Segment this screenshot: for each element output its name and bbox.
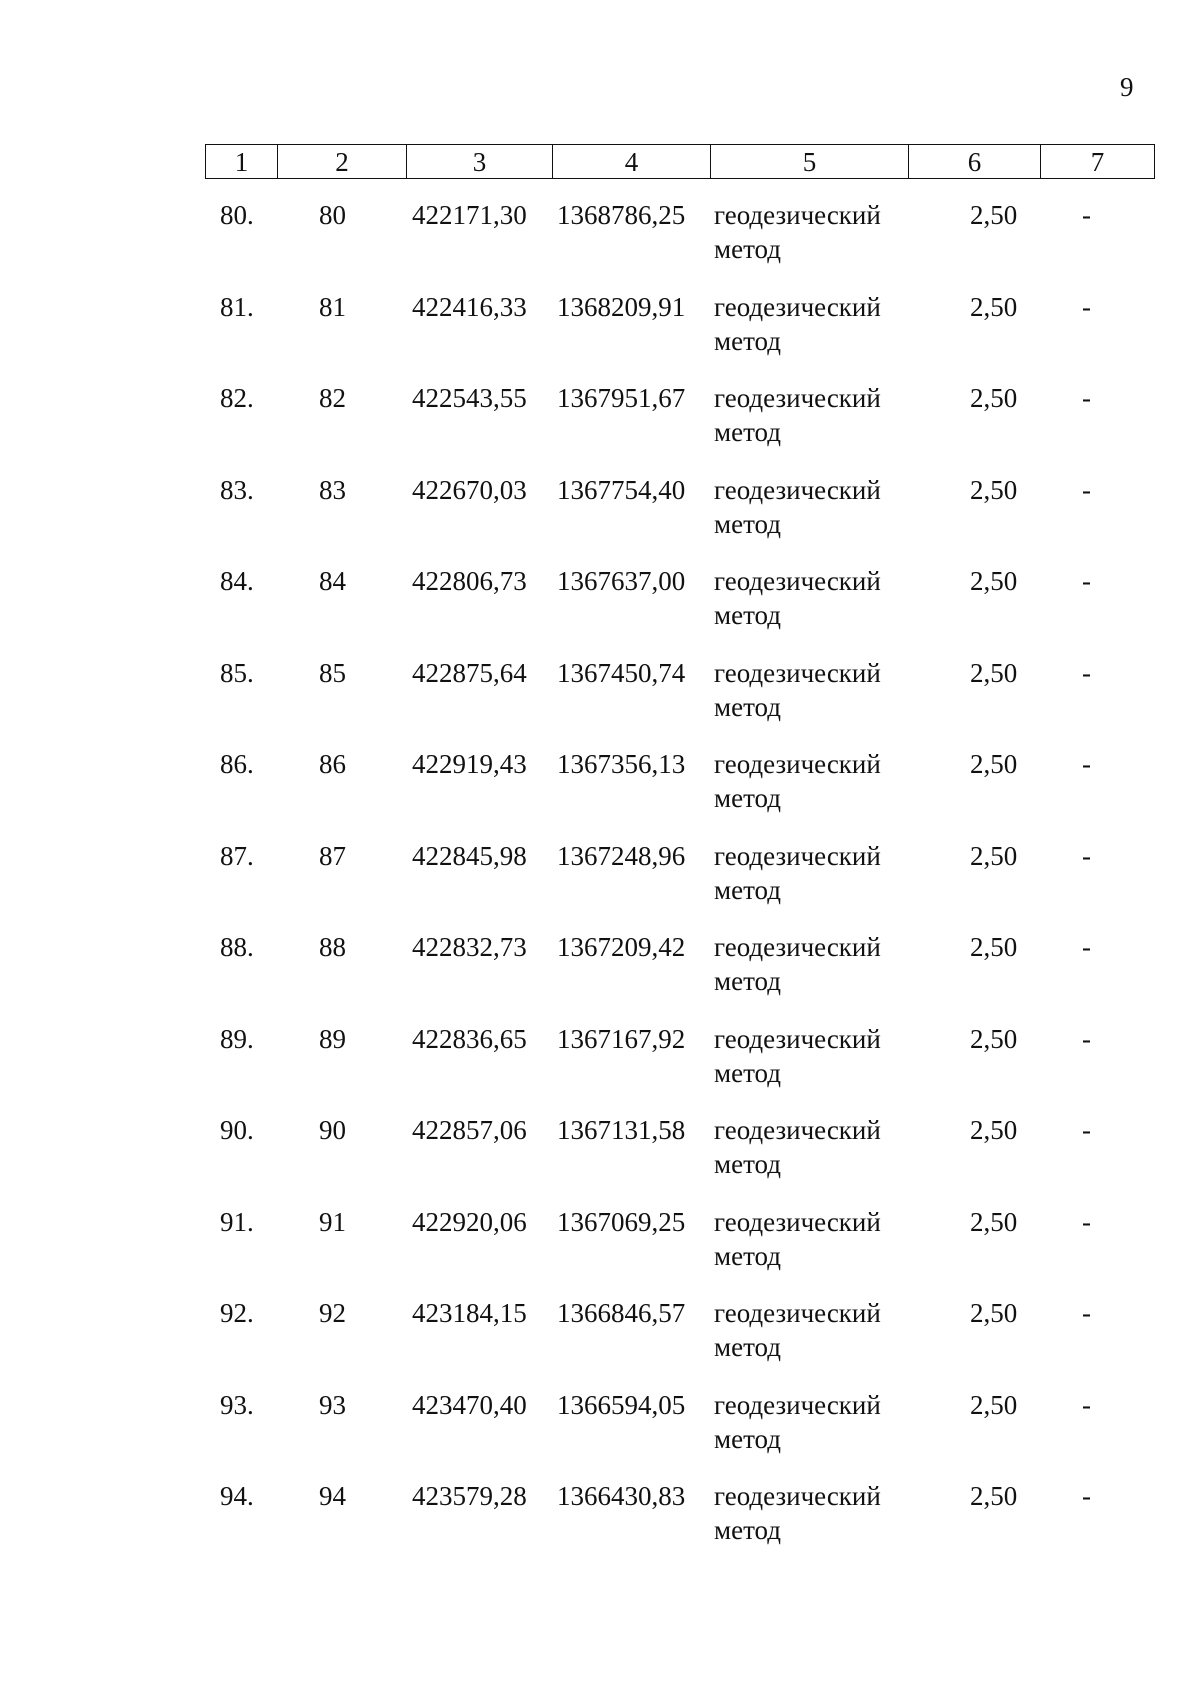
table-row [0, 473, 1200, 565]
note: - [1082, 291, 1091, 322]
note: - [1082, 1481, 1091, 1511]
row-number: 86. [220, 749, 254, 779]
point-number: 89 [319, 1023, 346, 1054]
coordinate-x: 422845,98 [412, 840, 527, 871]
coordinate-x: 422416,33 [412, 291, 527, 322]
accuracy: 2,50 [970, 291, 1018, 322]
row-number: 92. [220, 1298, 254, 1328]
header-cell: 2 [278, 145, 407, 179]
point-number: 84 [319, 566, 346, 596]
table-row [0, 290, 1200, 382]
note: - [1082, 1023, 1091, 1054]
coordinate-y: 1366430,83 [557, 1481, 686, 1511]
column-number-header [205, 144, 1155, 179]
table-row [0, 1388, 1200, 1480]
coordinate-y: 1367167,92 [557, 1023, 686, 1054]
accuracy: 2,50 [970, 1389, 1018, 1420]
note: - [1082, 657, 1091, 688]
header-cell: 1 [206, 145, 278, 179]
row-number: 81. [220, 291, 254, 322]
method: геодезический метод [714, 200, 881, 264]
accuracy: 2,50 [970, 657, 1018, 688]
row-number: 82. [220, 383, 254, 413]
method: геодезический метод [714, 1115, 881, 1179]
point-number: 92 [319, 1298, 346, 1328]
row-number: 91. [220, 1206, 254, 1237]
coordinate-x: 422920,06 [412, 1206, 527, 1237]
accuracy: 2,50 [970, 474, 1018, 505]
row-number: 85. [220, 657, 254, 688]
method: геодезический метод [714, 749, 881, 813]
row-number: 80. [220, 200, 254, 230]
header-cell: 6 [909, 145, 1041, 179]
note: - [1082, 749, 1091, 779]
accuracy: 2,50 [970, 1023, 1018, 1054]
coordinate-x: 422875,64 [412, 657, 527, 688]
table-row [0, 656, 1200, 748]
point-number: 91 [319, 1206, 346, 1237]
table-row [0, 930, 1200, 1022]
note: - [1082, 200, 1091, 230]
coordinate-y: 1367356,13 [557, 749, 686, 779]
method: геодезический метод [714, 291, 881, 356]
accuracy: 2,50 [970, 1298, 1018, 1328]
point-number: 94 [319, 1481, 346, 1511]
coordinate-y: 1367450,74 [557, 657, 686, 688]
accuracy: 2,50 [970, 749, 1018, 779]
coordinate-x: 422919,43 [412, 749, 527, 779]
coordinate-x: 423579,28 [412, 1481, 527, 1511]
point-number: 86 [319, 749, 346, 779]
method: геодезический метод [714, 1298, 881, 1362]
point-number: 93 [319, 1389, 346, 1420]
coordinate-x: 422806,73 [412, 566, 527, 596]
method: геодезический метод [714, 566, 881, 630]
table-row [0, 747, 1200, 839]
coordinate-x: 422171,30 [412, 200, 527, 230]
point-number: 90 [319, 1115, 346, 1145]
point-number: 82 [319, 383, 346, 413]
coordinate-x: 422543,55 [412, 383, 527, 413]
point-number: 88 [319, 932, 346, 962]
note: - [1082, 474, 1091, 505]
table-row [0, 198, 1200, 290]
method: геодезический метод [714, 383, 881, 447]
accuracy: 2,50 [970, 1206, 1018, 1237]
table-row [0, 1205, 1200, 1297]
coordinate-y: 1367951,67 [557, 383, 686, 413]
note: - [1082, 1115, 1091, 1145]
accuracy: 2,50 [970, 383, 1018, 413]
table-row [0, 839, 1200, 931]
row-number: 90. [220, 1115, 254, 1145]
table-row [0, 1479, 1200, 1571]
table-row [0, 1022, 1200, 1114]
coordinate-y: 1367131,58 [557, 1115, 686, 1145]
accuracy: 2,50 [970, 1481, 1018, 1511]
note: - [1082, 1389, 1091, 1420]
header-cell: 7 [1041, 145, 1155, 179]
coordinate-x: 422836,65 [412, 1023, 527, 1054]
point-number: 85 [319, 657, 346, 688]
note: - [1082, 932, 1091, 962]
method: геодезический метод [714, 1206, 881, 1271]
coordinate-x: 422670,03 [412, 474, 527, 505]
method: геодезический метод [714, 932, 881, 996]
accuracy: 2,50 [970, 840, 1018, 871]
header-cell: 3 [407, 145, 553, 179]
accuracy: 2,50 [970, 200, 1018, 230]
table-row [0, 1296, 1200, 1388]
coordinate-x: 422832,73 [412, 932, 527, 962]
method: геодезический метод [714, 840, 881, 905]
accuracy: 2,50 [970, 566, 1018, 596]
accuracy: 2,50 [970, 932, 1018, 962]
point-number: 80 [319, 200, 346, 230]
method: геодезический метод [714, 474, 881, 539]
row-number: 84. [220, 566, 254, 596]
table-row [0, 1113, 1200, 1205]
coordinate-y: 1367209,42 [557, 932, 686, 962]
coordinate-y: 1367248,96 [557, 840, 686, 871]
row-number: 89. [220, 1023, 254, 1054]
method: геодезический метод [714, 1481, 881, 1545]
point-number: 81 [319, 291, 346, 322]
note: - [1082, 383, 1091, 413]
coordinate-rows [0, 198, 1200, 1571]
coordinate-y: 1367637,00 [557, 566, 686, 596]
row-number: 83. [220, 474, 254, 505]
row-number: 87. [220, 840, 254, 871]
note: - [1082, 1298, 1091, 1328]
table-row [0, 381, 1200, 473]
coordinate-y: 1368786,25 [557, 200, 686, 230]
coordinate-y: 1366594,05 [557, 1389, 686, 1420]
header-cell: 4 [553, 145, 711, 179]
note: - [1082, 840, 1091, 871]
header-cell: 5 [711, 145, 909, 179]
method: геодезический метод [714, 1389, 881, 1454]
note: - [1082, 566, 1091, 596]
header-row [206, 145, 1155, 179]
page-number: 9 [1120, 72, 1134, 102]
point-number: 87 [319, 840, 346, 871]
row-number: 94. [220, 1481, 254, 1511]
coordinate-y: 1367069,25 [557, 1206, 686, 1237]
row-number: 88. [220, 932, 254, 962]
coordinate-y: 1368209,91 [557, 291, 686, 322]
coordinate-y: 1366846,57 [557, 1298, 686, 1328]
row-number: 93. [220, 1389, 254, 1420]
coordinate-x: 423470,40 [412, 1389, 527, 1420]
method: геодезический метод [714, 657, 881, 722]
coordinate-y: 1367754,40 [557, 474, 686, 505]
point-number: 83 [319, 474, 346, 505]
coordinate-x: 423184,15 [412, 1298, 527, 1328]
table-row [0, 564, 1200, 656]
coordinate-x: 422857,06 [412, 1115, 527, 1145]
accuracy: 2,50 [970, 1115, 1018, 1145]
method: геодезический метод [714, 1023, 881, 1088]
note: - [1082, 1206, 1091, 1237]
